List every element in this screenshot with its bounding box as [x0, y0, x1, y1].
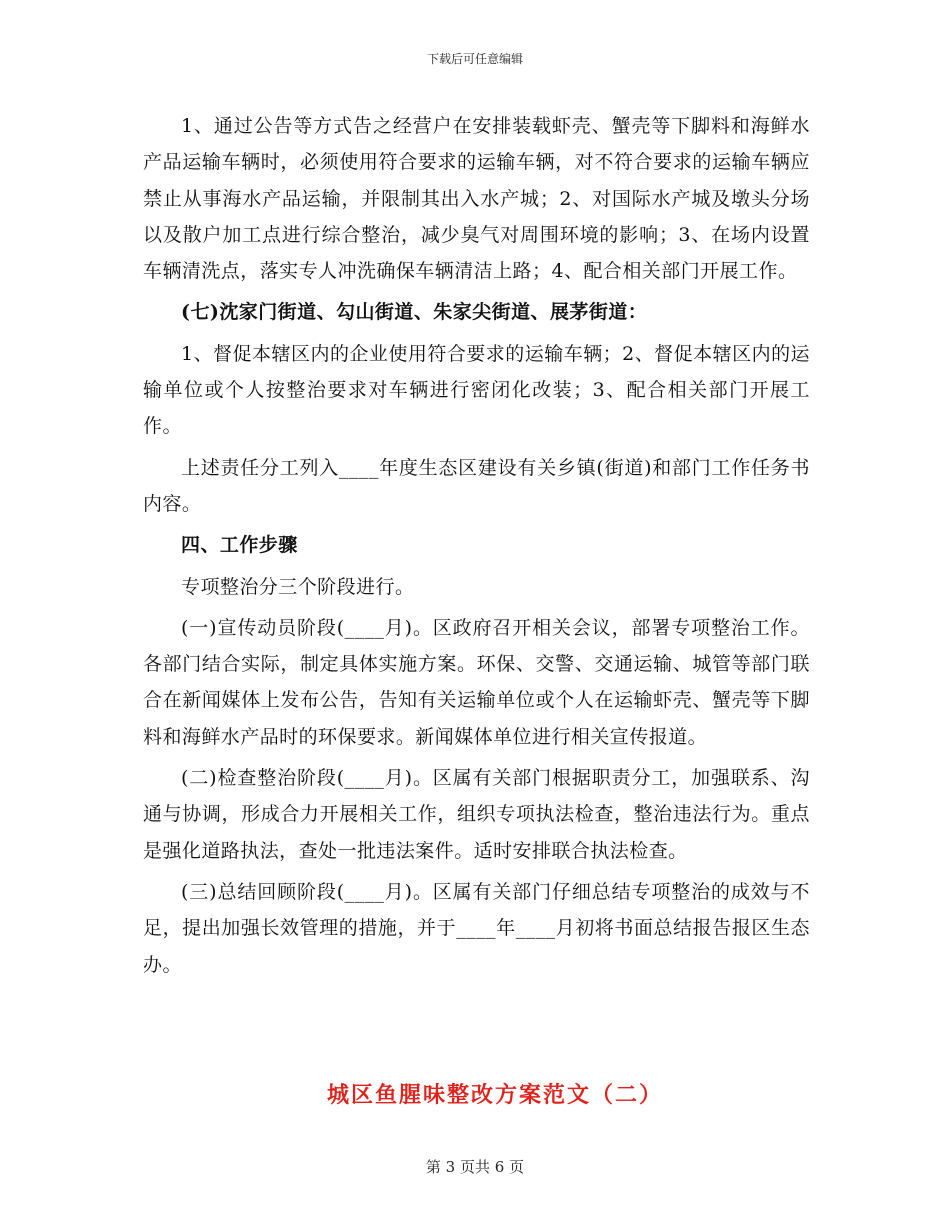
paragraph-three-stages: 专项整治分三个阶段进行。	[181, 575, 415, 598]
section-heading-streets: (七)沈家门街道、勾山街道、朱家尖街道、展茅街道：	[181, 301, 648, 324]
paragraph-stage-two: (二)检查整治阶段(____月)。区属有关部门根据职责分工，加强联系、沟通与协调，形成合力开展相关工作，组织专项执法检查，整治违法行为。重点是强化道路执法，查处一批违法案件。适时安排联合执法检查。	[143, 767, 810, 862]
paragraph-duties-aquatic-city: 1、通过公告等方式告之经营户在安排装载虾壳、蟹壳等下脚料和海鲜水产品运输车辆时，必须使用符合要求的运输车辆，对不符合要求的运输车辆应禁止从事海水产品运输，并限制其出入水产城；2、对国际水产城及墩头分场以及散户加工点进行综合整治，减少臭气对周围环境的影响；3、在场内设置车辆清洗点，落实专人冲洗确保车辆清洁上路；4、配合相关部门开展工作。	[143, 115, 810, 283]
paragraph-stage-three: (三)总结回顾阶段(____月)。区属有关部门仔细总结专项整治的成效与不足，提出加强长效管理的措施，并于____年____月初将书面总结报告报区生态办。	[143, 880, 810, 976]
paragraph-duties-streets: 1、督促本辖区内的企业使用符合要求的运输车辆；2、督促本辖区内的运输单位或个人按整治要求对车辆进行密闭化改装；3、配合相关部门开展工作。	[143, 342, 810, 438]
paragraph-responsibility-note: 上述责任分工列入____年度生态区建设有关乡镇(街道)和部门工作任务书内容。	[143, 456, 810, 515]
paragraph-stage-one: (一)宣传动员阶段(____月)。区政府召开相关会议，部署专项整治工作。各部门结合实际，制定具体实施方案。环保、交警、交通运输、城管等部门联合在新闻媒体上发布公告，告知有关运输单位或个人在运输虾壳、蟹壳等下脚料和海鲜水产品时的环保要求。新闻媒体单位进行相关宣传报道。	[143, 616, 810, 748]
document-body	[143, 108, 810, 988]
next-document-title: 城区鱼腥味整改方案范文（二）	[326, 1082, 663, 1108]
page-header: 下载后可任意编辑	[426, 52, 523, 66]
section-heading-work-steps: 四、工作步骤	[181, 534, 298, 557]
page-footer: 第 3 页共 6 页	[425, 1158, 525, 1176]
